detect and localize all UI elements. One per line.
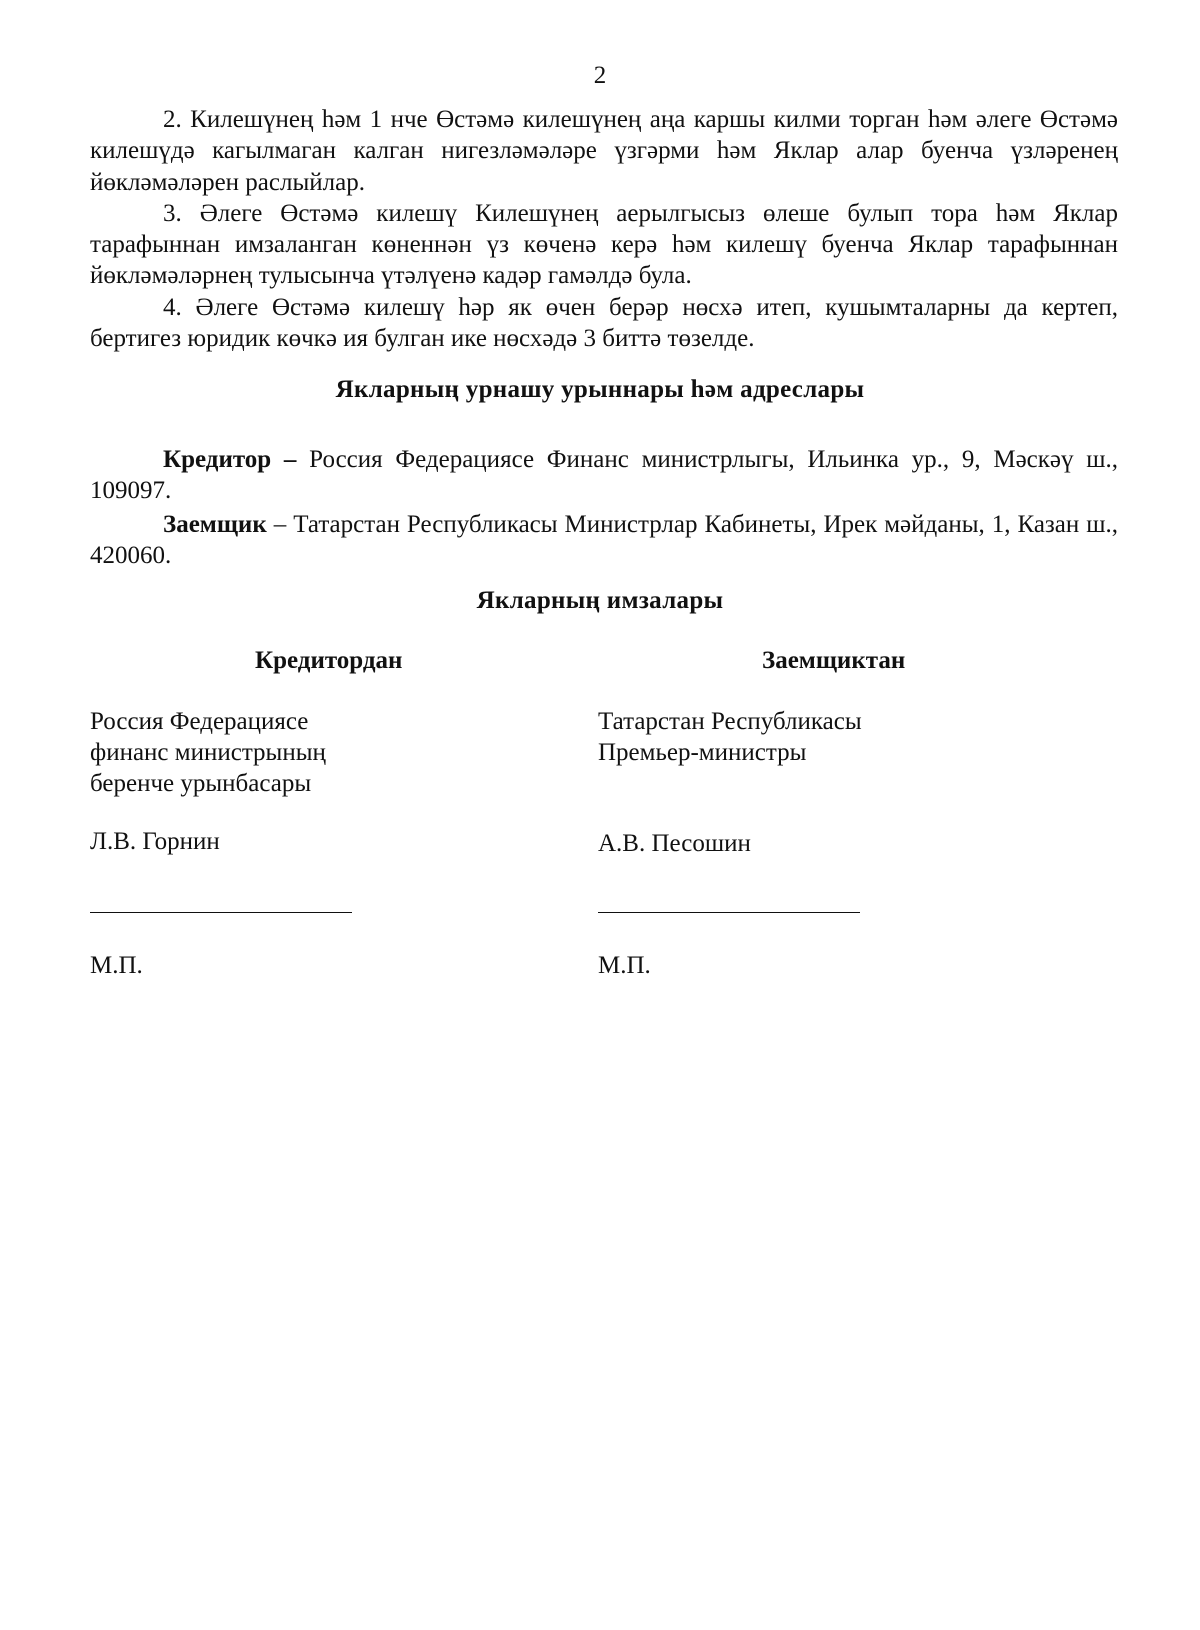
addresses-heading: Якларның урнашу урыннары һәм адреслары xyxy=(335,376,865,403)
borrower-address xyxy=(90,509,1118,572)
body-text xyxy=(90,104,1118,354)
borrower-signatory-name: А.В. Песошин xyxy=(598,830,751,857)
paragraph-4: 4. Әлеге Өстәмә килешү һәр як өчен берәр нөсхә итеп, кушымталарны да кертеп, бертигез юридик көчкә ия булган ике нөсхәдә 3 биттә төзелде. xyxy=(90,293,1118,353)
position-line: Премьер-министры xyxy=(598,739,807,766)
page-number: 2 xyxy=(593,62,607,89)
creditor-signatory-name: Л.В. Горнин xyxy=(90,828,220,855)
position-line: Татарстан Республикасы xyxy=(598,708,862,735)
position-line: беренче урынбасары xyxy=(90,770,312,797)
borrower-signatory-position xyxy=(598,706,862,768)
position-line: финанс министрының xyxy=(90,739,326,766)
borrower-seal-mark: М.П. xyxy=(598,952,651,979)
creditor-seal-mark: М.П. xyxy=(90,952,143,979)
creditor-address-text: Россия Федерациясе Финанс министрлыгы, Ильинка ур., 9, Мәскәү ш., 109097. xyxy=(90,446,1119,505)
borrower-address-text: – Татарстан Республикасы Министрлар Кабинеты, Ирек мәйданы, 1, Казан ш., 420060. xyxy=(90,510,1119,569)
signatures-heading: Якларның имзалары xyxy=(476,587,724,614)
creditor-side-heading: Кредитордан xyxy=(255,647,403,674)
borrower-label: Заемщик xyxy=(163,510,267,538)
creditor-address xyxy=(90,444,1118,507)
paragraph-3: 3. Әлеге Өстәмә килешү Килешүнең аерылгысыз өлеше булып тора һәм Яклар тарафыннан имзаланган көненнән үз көченә керә һәм килешү буенча Яклар тарафыннан йөкләмәләрнең тулысынча үтәлүенә кадәр гамәлдә була. xyxy=(90,199,1118,290)
creditor-label: Кредитор – xyxy=(163,446,297,473)
position-line: Россия Федерациясе xyxy=(90,708,309,735)
borrower-signature-line xyxy=(598,912,860,913)
creditor-signatory-position xyxy=(90,706,326,799)
paragraph-2: 2. Килешүнең һәм 1 нче Өстәмә килешүнең аңа каршы килми торган һәм әлеге Өстәмә килешүдә кагылмаган калган нигезләмәләре үзгәрми һәм Яклар алар буенча үзләренең йөкләмәләрен раслыйлар. xyxy=(90,106,1118,196)
borrower-side-heading: Заемщиктан xyxy=(762,647,906,674)
creditor-signature-line xyxy=(90,912,352,913)
parties-addresses xyxy=(90,444,1118,573)
